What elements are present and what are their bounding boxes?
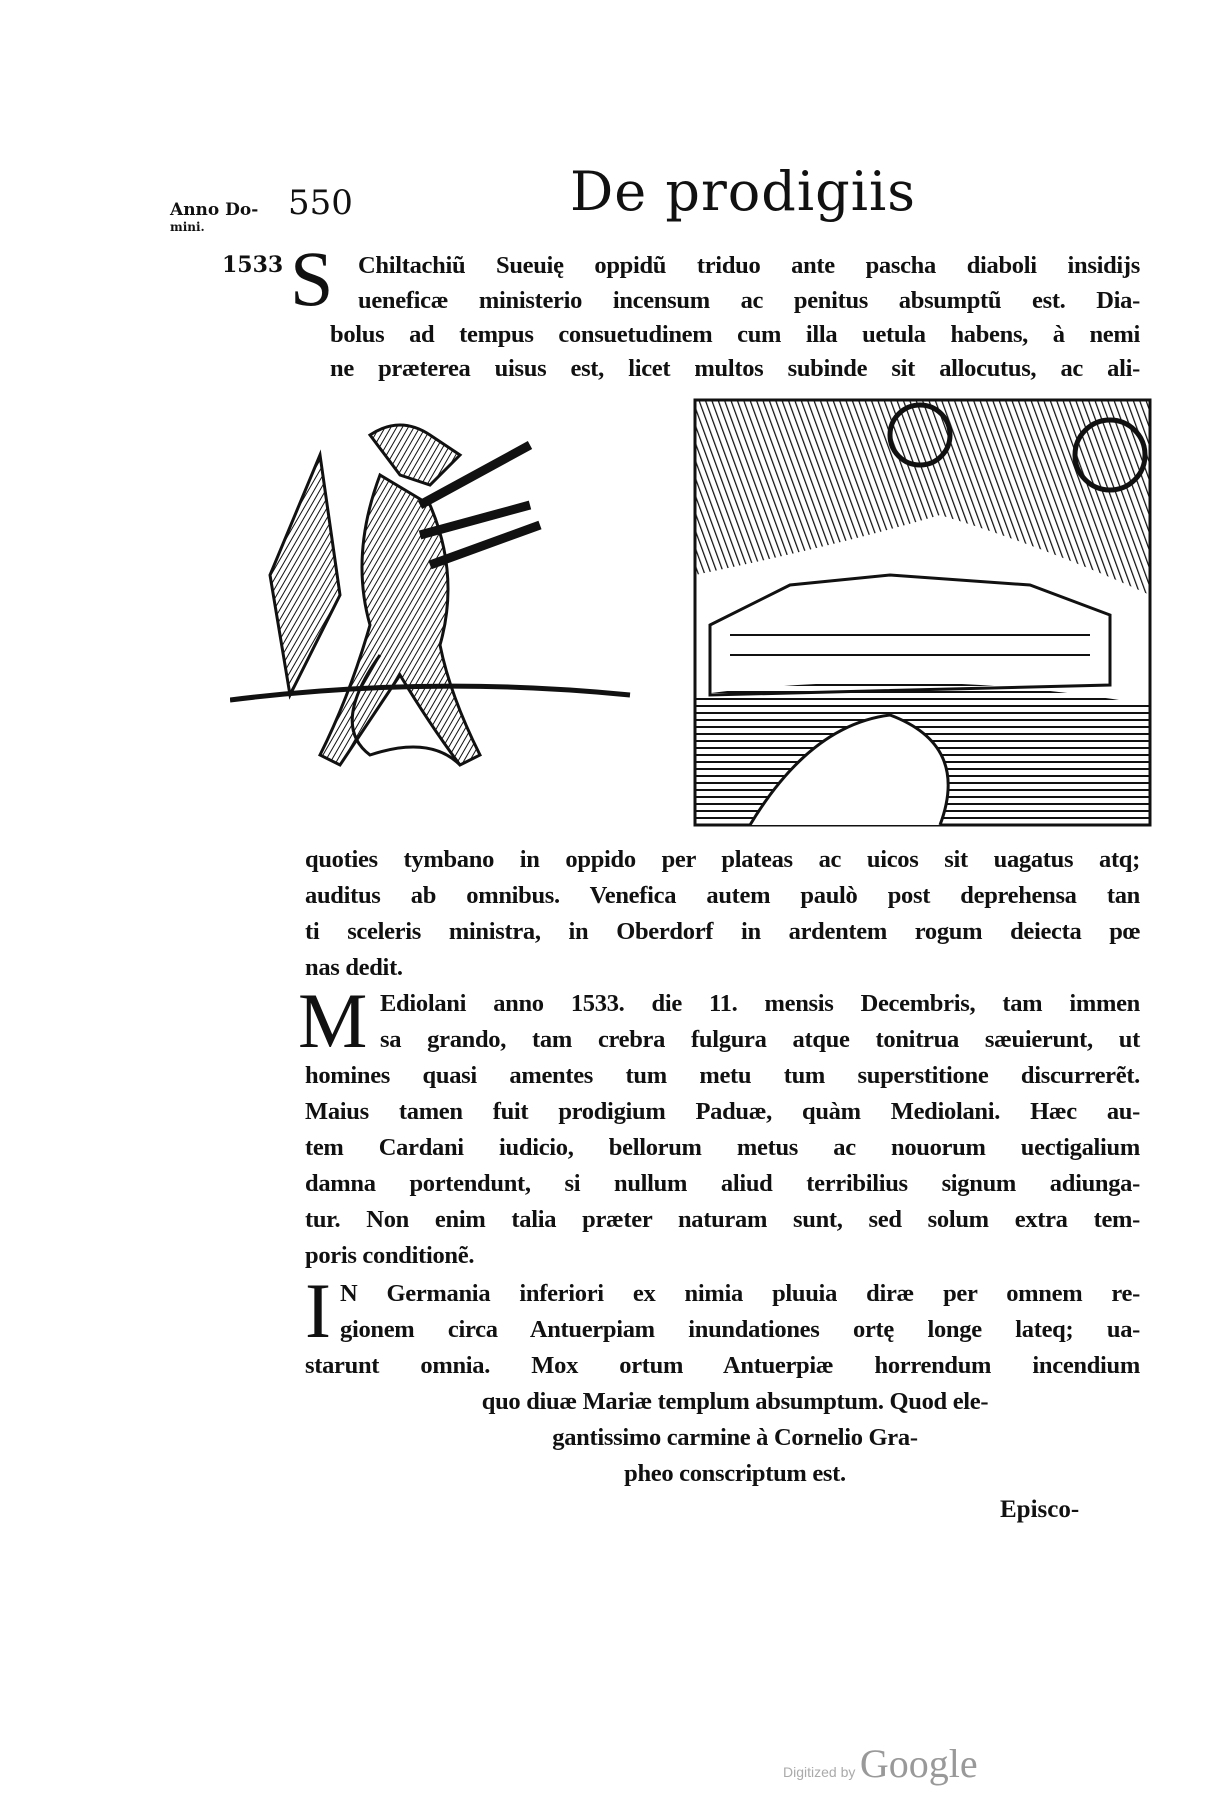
text-line: ne præterea uisus est, licet multos subinde sit allocutus, ac ali- [330,355,1140,382]
text-line: nas dedit. [305,954,403,981]
text-line: Chiltachiũ Sueuię oppidũ triduo ante pascha diaboli insidijs [358,252,1140,279]
text-line: bolus ad tempus consuetudinem cum illa uetula habens, à nemi [330,321,1140,348]
text-line: Ediolani anno 1533. die 11. mensis Decembris, tam immen [380,990,1140,1017]
text-line: sa grando, tam crebra fulgura atque tonitrua sæuierunt, ut [380,1026,1140,1053]
google-watermark [783,1740,978,1787]
text-line: starunt omnia. Mox ortum Antuerpiæ horrendum incendium [305,1352,1140,1379]
text-line: gionem circa Antuerpiam inundationes ortę longe lateq; ua- [340,1316,1140,1343]
burning-town-woodcut [690,395,1155,835]
text-line: gantissimo carmine à Cornelio Gra- [552,1424,918,1451]
page-title: De prodigiis [570,160,916,223]
drop-cap-i: I [305,1267,331,1354]
text-line: quo diuæ Mariæ templum absumptum. Quod ele- [481,1388,989,1415]
devil-woodcut [230,395,650,835]
text-line: Maius tamen fuit prodigium Paduæ, quàm Mediolani. Hæc au- [305,1098,1140,1125]
text-line: quoties tymbano in oppido per plateas ac uicos sit uagatus atq; [305,846,1140,873]
watermark-brand: Google [859,1741,978,1786]
margin-note-line: mini. [170,220,205,234]
text-line: poris conditionẽ. [305,1242,475,1269]
drop-cap-s: S [290,235,334,322]
margin-note-line: Anno Do- [170,200,259,220]
text-line: tur. Non enim talia præter naturam sunt, sed solum extra tem- [305,1206,1140,1233]
drop-cap-m: M [298,977,368,1064]
text-line: tem Cardani iudicio, bellorum metus ac nouorum uectigalium [305,1134,1140,1161]
text-line: homines quasi amentes tum metu tum superstitione discurrerẽt. [305,1062,1140,1089]
margin-year: 1533 [222,252,284,278]
text-line: auditus ab omnibus. Venefica autem paulò post deprehensa tan [305,882,1140,909]
text-line: ueneficæ ministerio incensum ac penitus absumptũ est. Dia- [358,287,1140,314]
text-line: N Germania inferiori ex nimia pluuia diræ per omnem re- [340,1280,1140,1307]
text-line: damna portendunt, si nullum aliud terribilius signum adiunga- [305,1170,1140,1197]
margin-note [170,200,258,234]
text-line: ti sceleris ministra, in Oberdorf in ardentem rogum deiecta pœ [305,918,1140,945]
watermark-prefix: Digitized by [783,1764,856,1780]
catchword: Episco- [1000,1496,1080,1523]
text-line: pheo conscriptum est. [624,1460,846,1487]
page-number: 550 [288,183,353,223]
